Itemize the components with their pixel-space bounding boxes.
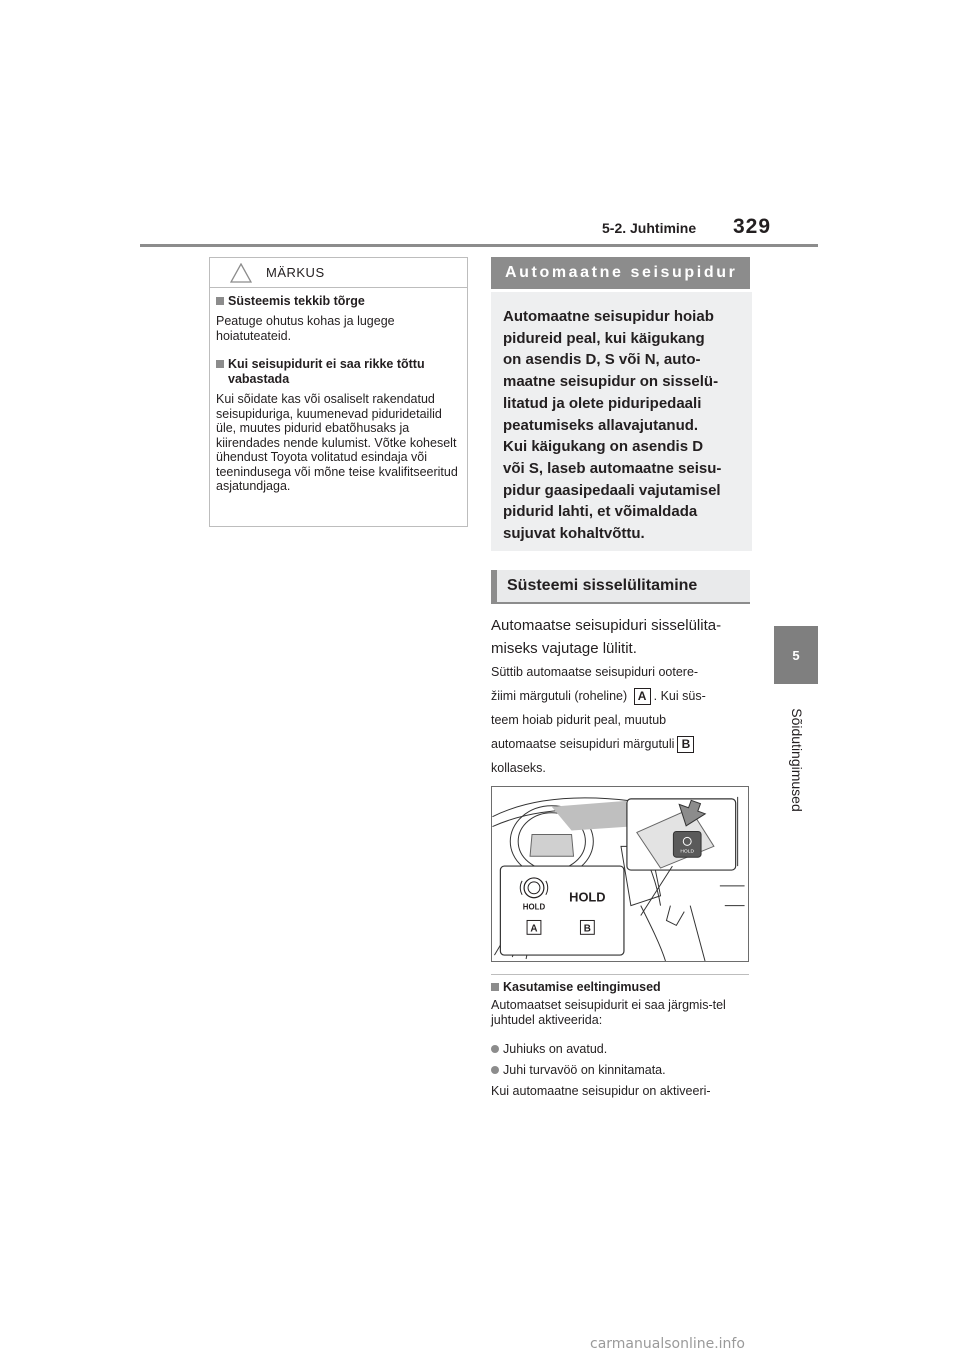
notice-header: [210, 258, 467, 288]
dashboard-drawing: [492, 787, 748, 961]
square-bullet-icon: [491, 983, 499, 991]
chapter-number: 5: [792, 647, 800, 663]
detail-line: automaatse seisupiduri märgutuli B: [491, 732, 753, 756]
notice-subheading-2: Kui seisupidurit ei saa rikke tõttu vabastada: [216, 357, 456, 387]
notice-title: MÄRKUS: [266, 265, 325, 280]
watermark: carmanualsonline.info: [590, 1336, 745, 1352]
step-instruction: Automaatse seisupiduri sisselülita-miseks vajutage lülitit.: [491, 617, 722, 657]
chapter-title: Sõidutingimused: [789, 708, 806, 812]
notice-text-2: Kui sõidate kas või osaliselt rakendatud seisupiduriga, kuumenevad piduridetailid üle, muutes pidurid ebatõhusaks ja kiirendades nende kulumist. Võtke koheselt ühendust Toyota volitatud esindaja või teenindusega või mõne teise kvalifitseeritud asjatundjaga.: [216, 392, 458, 493]
section-header: 5-2. Juhtimine: [602, 220, 697, 236]
conditions-heading: Kasutamise eeltingimused: [491, 980, 661, 994]
divider: [491, 974, 749, 975]
step-detail: [491, 660, 753, 780]
continuation-text: Kui automaatne seisupidur on aktiveeri-: [491, 1084, 711, 1098]
hold-indicator-yellow: HOLD: [569, 889, 606, 905]
round-bullet-icon: [491, 1066, 499, 1074]
figure-label-a: A: [530, 923, 538, 935]
notice-box: [209, 257, 468, 527]
figure-label-b: B: [583, 923, 591, 935]
conditions-text: Automaatset seisupidurit ei saa järgmis-tel juhtudel aktiveerida:: [491, 998, 726, 1027]
detail-line: žiimi märgutuli (roheline) A . Kui süs-: [491, 689, 706, 704]
detail-line: teem hoiab pidurit peal, muutub: [491, 713, 667, 727]
warning-icon: [230, 263, 252, 283]
detail-line: Süttib automaatse seisupiduri ootere-: [491, 665, 699, 679]
subsection-title: Süsteemi sisselülitamine: [491, 570, 750, 604]
intro-text: Automaatne seisupidur hoiab pidureid peal, kui käigukang on asendis D, S või N, auto- maatne seisupidur on sisselü- litatud ja olete piduripedaali peatumiseks allavajutanud. Kui käigukang on asendis D või S, laseb automaatne seisu- pidur gaasipedaali vajutamisel pidurid lahti, et võimaldada sujuvat kohaltvõttu.: [503, 308, 722, 543]
chapter-tab[interactable]: [774, 626, 818, 684]
switch-label: HOLD: [680, 849, 695, 855]
intro-box: [491, 292, 752, 551]
hold-indicator-green: HOLD: [522, 902, 546, 912]
condition-item: Juhi turvavöö on kinnitamata.: [491, 1063, 666, 1077]
condition-item: Juhiuks on avatud.: [491, 1042, 607, 1056]
header-rule: [140, 244, 818, 247]
callout-a: A: [634, 688, 651, 705]
chapter-title-wrap: [786, 690, 808, 830]
detail-line: kollaseks.: [491, 761, 546, 775]
section-title: Automaatne seisupidur: [491, 257, 750, 289]
notice-text-1: Peatuge ohutus kohas ja lugege hoiatuteateid.: [216, 314, 395, 343]
square-bullet-icon: [216, 360, 224, 368]
dashboard-illustration: [491, 786, 749, 962]
round-bullet-icon: [491, 1045, 499, 1053]
callout-b: B: [677, 736, 694, 753]
page-number: 329: [733, 215, 772, 238]
square-bullet-icon: [216, 297, 224, 305]
notice-subheading-1: Süsteemis tekkib tõrge: [216, 294, 461, 309]
